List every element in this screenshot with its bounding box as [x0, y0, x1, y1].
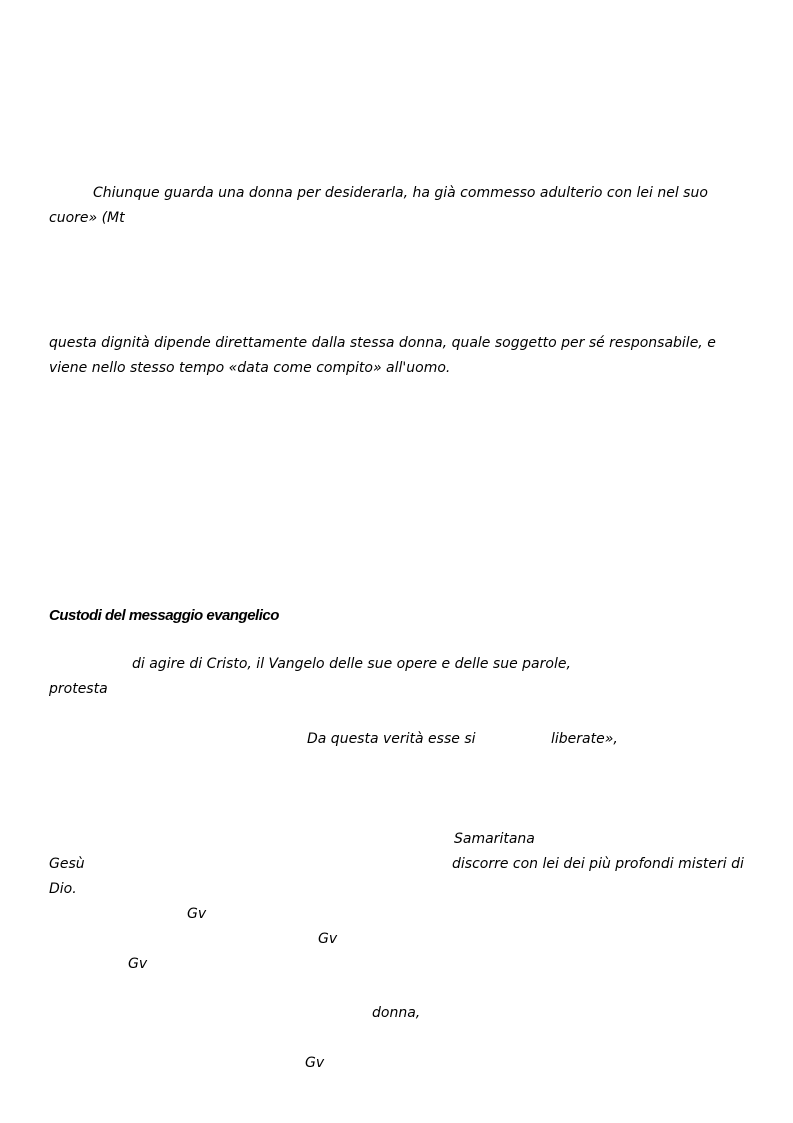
text-fragment: Da questa verità esse si — [307, 731, 476, 747]
section-heading: Custodi del messaggio evangelico — [49, 607, 279, 624]
text-fragment: Samaritana — [454, 831, 535, 847]
text-fragment: protesta — [49, 681, 108, 697]
text-fragment: di agire di Cristo, il Vangelo delle sue opere e delle sue parole, — [132, 656, 571, 672]
paragraph-1-line-2: cuore» (Mt — [49, 210, 125, 226]
paragraph-2-line-2: viene nello stesso tempo «data come compito» all'uomo. — [49, 360, 451, 376]
paragraph-1-line-1: Chiunque guarda una donna per desiderarla, ha già commesso adulterio con lei nel suo — [93, 185, 708, 201]
citation-fragment: Gv — [128, 956, 148, 972]
text-fragment: Dio. — [49, 881, 77, 897]
citation-fragment: Gv — [187, 906, 207, 922]
paragraph-2-line-1: questa dignità dipende direttamente dalla stessa donna, quale soggetto per sé responsabile, e — [49, 335, 716, 351]
text-fragment: Gesù — [49, 856, 85, 872]
text-fragment: liberate», — [551, 731, 618, 747]
citation-fragment: Gv — [318, 931, 338, 947]
citation-fragment: Gv — [305, 1055, 325, 1071]
text-fragment: donna, — [372, 1005, 421, 1021]
text-fragment: discorre con lei dei più profondi misteri di — [452, 856, 744, 872]
